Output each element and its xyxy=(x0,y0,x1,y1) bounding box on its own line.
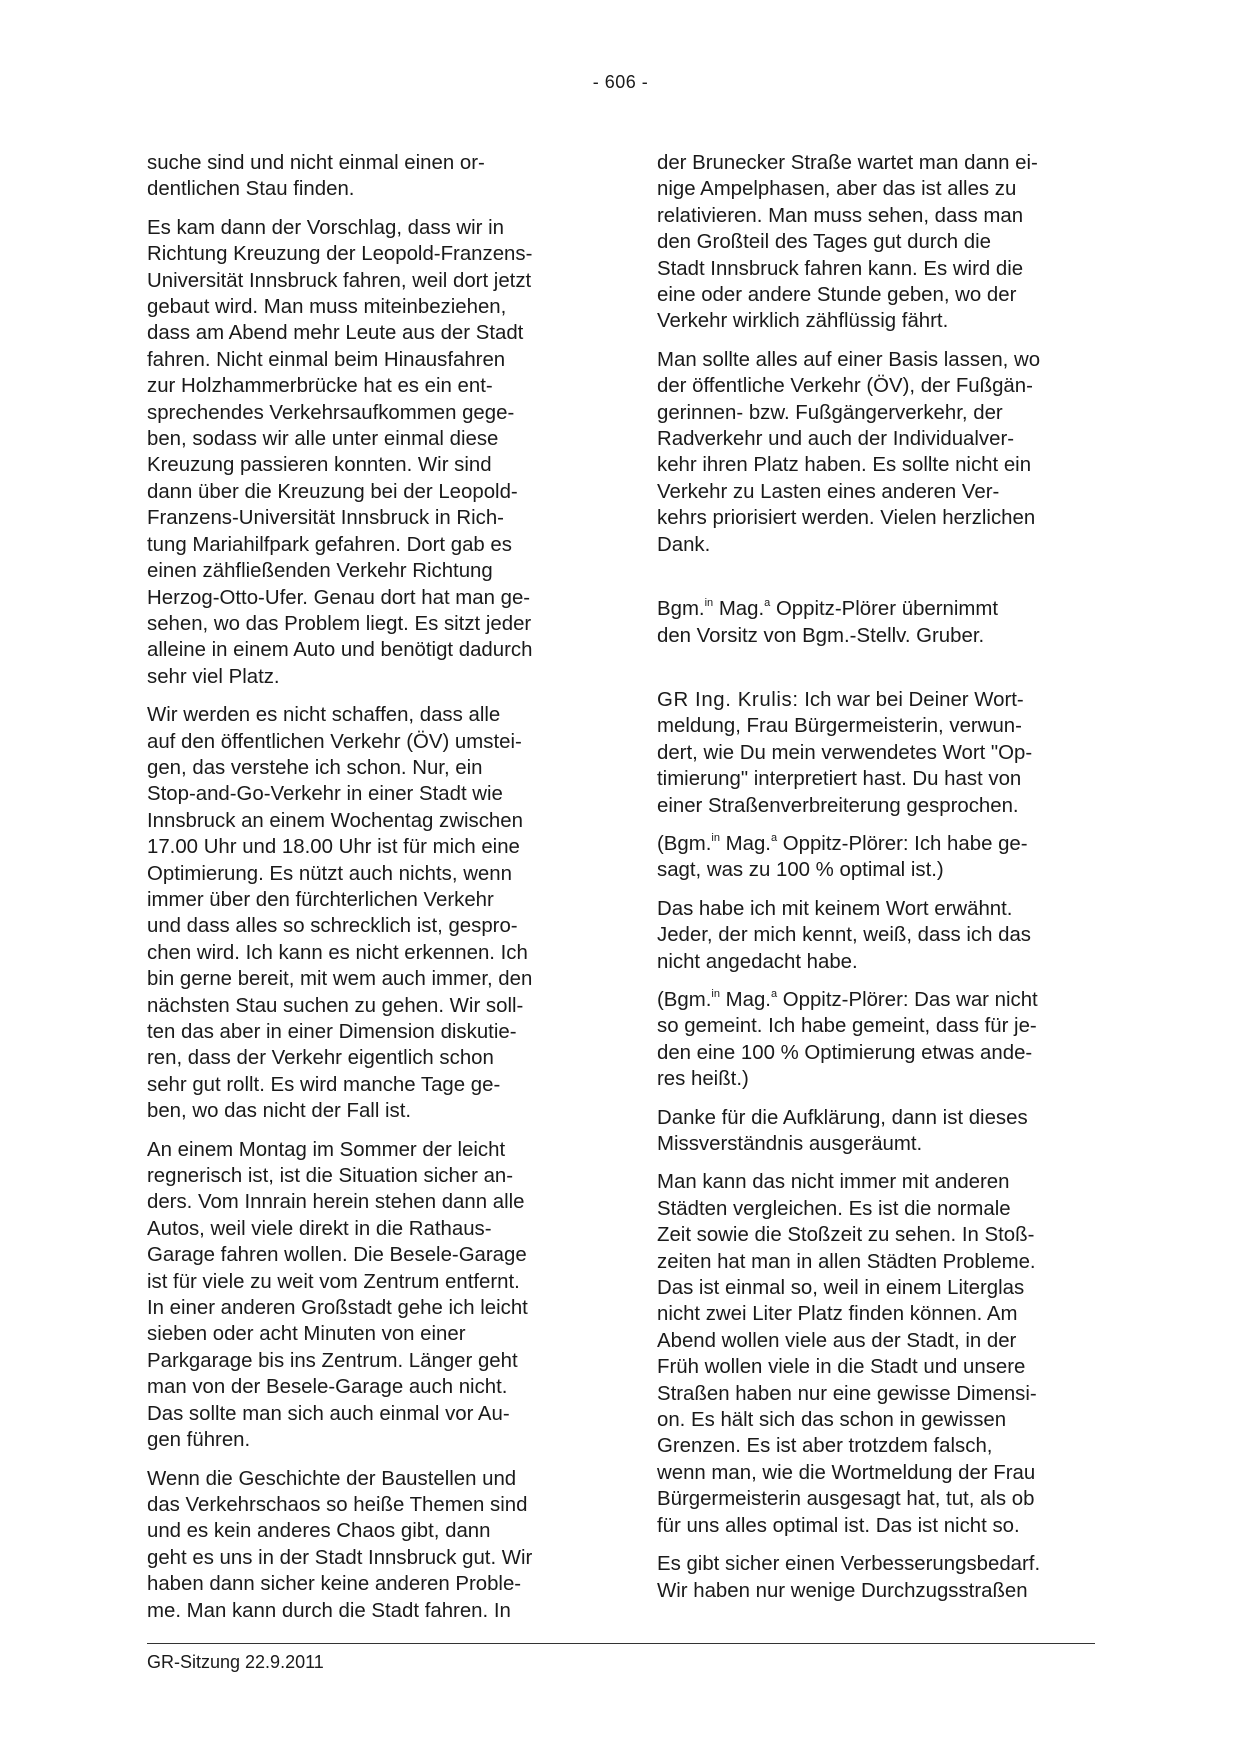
paragraph: Es gibt sicher einen Verbesserungsbedarf. Wir haben nur wenige Durchzugsstraßen xyxy=(657,1553,1041,1602)
paragraph: Man sollte alles auf einer Basis lassen, wo der öffentliche Verkehr (ÖV), der Fußgän- gerinnen- bzw. Fußgängerverkehr, der Radverkehr und auch der Individualver- kehr ihren Platz haben. Es sollte nicht ein Verkehr zu Lasten eines anderen Ver- kehrs priorisiert werden. Vielen herzlichen Dank. xyxy=(657,348,1041,556)
paragraph: Es kam dann der Vorschlag, dass wir in Richtung Kreuzung der Leopold-Franzens- Universität Innsbruck fahren, weil dort jetzt gebaut wird. Man muss miteinbeziehen, dass am Abend mehr Leute aus der Stadt fahren. Nicht einmal beim Hinausfahren zur Holzhammerbrücke hat es ein ent- sprechendes Verkehrsaufkommen gege- ben, sodass wir alle unter einmal diese Kreuzung passieren konnten. Wir sind dann über die Kreuzung bei der Leopold- Franzens-Universität Innsbruck in Rich- tung Mariahilfpark gefahren. Dort gab es einen zähfließenden Verkehr Richtung Herzog-Otto-Ufer. Genau dort hat man ge- sehen, wo das Problem liegt. Es sitzt jeder alleine in einem Auto und benötigt dadurch sehr viel Platz. xyxy=(147,216,533,688)
paragraph: Wenn die Geschichte der Baustellen und das Verkehrschaos so heiße Themen sind und es kein anderes Chaos gibt, dann geht es uns in der Stadt Innsbruck gut. Wir haben dann sicher keine anderen Proble- me. Man kann durch die Stadt fahren. In xyxy=(147,1467,533,1622)
page-number: - 606 - xyxy=(592,72,649,92)
paragraph: An einem Montag im Sommer der leicht regnerisch ist, ist die Situation sicher an- ders. Vom Innrain herein stehen dann alle Autos, weil viele direkt in die Rathaus- Garage fahren wollen. Die Besele-Garage ist für viele zu weit vom Zentrum entfernt. In einer anderen Großstadt gehe ich leicht sieben oder acht Minuten von einer Parkgarage bis ins Zentrum. Länger geht man von der Besele-Garage auch nicht. Das sollte man sich auch einmal vor Au- gen führen. xyxy=(147,1138,528,1452)
paragraph: Danke für die Aufklärung, dann ist dieses Missverständnis ausgeräumt. xyxy=(657,1106,1028,1155)
interjection: (Bgm.$^{in}$ Mag.$^a$ Oppitz-Plörer: Das war nicht so gemeint. Ich habe gemeint, dass für je- den eine 100 % Optimierung etwas ande- res heißt.) xyxy=(657,987,1038,1091)
right-column xyxy=(657,150,1095,1616)
left-column xyxy=(147,150,587,1636)
footer-divider xyxy=(147,1643,1095,1644)
footer-text: GR-Sitzung 22.9.2011 xyxy=(147,1652,324,1672)
chair-change-note: Bgm.$^{in}$ Mag.$^a$ Oppitz-Plörer übernimmt den Vorsitz von Bgm.-Stellv. Gruber. xyxy=(657,597,999,647)
interjection: (Bgm.$^{in}$ Mag.$^a$ Oppitz-Plörer: Ich habe ge- sagt, was zu 100 % optimal ist.) xyxy=(657,831,1028,882)
paragraph: suche sind und nicht einmal einen or- dentlichen Stau finden. xyxy=(147,152,485,201)
paragraph: Das habe ich mit keinem Wort erwähnt. Jeder, der mich kennt, weiß, dass ich das nicht angedacht habe. xyxy=(657,897,1032,973)
paragraph: der Brunecker Straße wartet man dann ei- nige Ampelphasen, aber das ist alles zu relativieren. Man muss sehen, dass man den Großteil des Tages gut durch die Stadt Innsbruck fahren kann. Es wird die eine oder andere Stunde geben, wo der Verkehr wirklich zähflüssig fährt. xyxy=(657,152,1038,333)
paragraph: Wir werden es nicht schaffen, dass alle auf den öffentlichen Verkehr (ÖV) umstei- gen, das verstehe ich schon. Nur, ein Stop-and-Go-Verkehr in einer Stadt wie Innsbruck an einem Wochentag zwischen 17.00 Uhr und 18.00 Uhr ist für mich eine Optimierung. Es nützt auch nichts, wenn immer über den fürchterlichen Verkehr und dass alles so schrecklich ist, gespro- chen wird. Ich kann es nicht erkennen. Ich bin gerne bereit, mit wem auch immer, den nächsten Stau suchen zu gehen. Wir soll- ten das aber in einer Dimension diskutie- ren, dass der Verkehr eigentlich schon sehr gut rollt. Es wird manche Tage ge- ben, wo das nicht der Fall ist. xyxy=(147,704,533,1123)
speaker-name: GR Ing. Krulis: xyxy=(657,688,799,711)
paragraph: Man kann das nicht immer mit anderen Städten vergleichen. Es ist die normale Zeit sowie die Stoßzeit zu sehen. In Stoß- zeiten hat man in allen Städten Probleme. Das ist einmal so, weil in einem Literglas nicht zwei Liter Platz finden können. Am Abend wollen viele aus der Stadt, in der Früh wollen viele in die Stadt und unsere Straßen haben nur eine gewisse Dimensi- on. Es hält sich das schon in gewissen Grenzen. Es ist aber trotzdem falsch, wenn man, wie die Wortmeldung der Frau Bürgermeisterin ausgesagt hat, tut, als ob für uns alles optimal ist. Das ist nicht so. xyxy=(657,1171,1037,1537)
speaker-paragraph: GR Ing. Krulis: Ich war bei Deiner Wort- meldung, Frau Bürgermeisterin, verwun- dert, wie Du mein verwendetes Wort "Op- timierung" interpretiert hast. Du hast von einer Straßenverbreiterung gesprochen. xyxy=(657,688,1033,817)
